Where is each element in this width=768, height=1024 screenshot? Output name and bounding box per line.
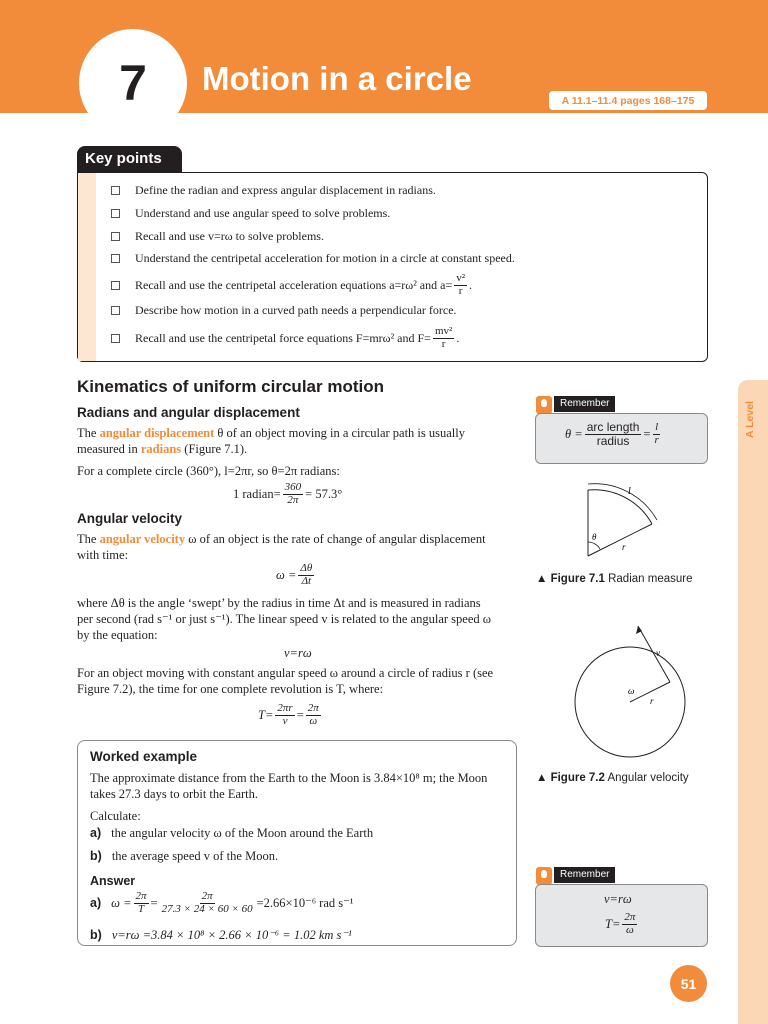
paragraph-complete-circle: For a complete circle (360°), l=2πr, so θ=2π radians: [77,464,340,478]
equation-period: T= $\frac{2\pi r}{v}$ = $\frac{2\pi}{\omega}$ [258,702,319,727]
chapter-number: 7 [119,55,147,111]
figure-7-1-caption: ▲ Figure 7.1 Radian measure [536,573,693,585]
velocity-label: v [656,648,660,658]
remember-v-equation: v=rω [604,892,632,906]
equation-radian: 1 radian= $\frac{360}{2\pi}$ = 57.3° [233,481,343,506]
checkbox-icon[interactable] [111,232,120,241]
side-tab-label: A Level [744,401,756,439]
radius-label: r [622,542,626,552]
section-heading: Kinematics of uniform circular motion [77,377,384,396]
checkbox-icon[interactable] [111,306,120,315]
radius-label: r [650,696,654,706]
key-point-item: Recall and use the centripetal force equations F=mrω² and F= $\frac{\text{mv²}}{r}$ . [111,326,459,350]
key-point-item: Understand the centripetal acceleration for motion in a circle at constant speed. [111,251,515,266]
figure-angular-velocity-diagram [560,622,690,762]
subheading-radians: Radians and angular displacement [77,405,300,420]
paragraph-angular-velocity: The angular velocity ω of an object is the rate of change of angular displacement with time: [77,532,486,562]
page-number: 51 [670,965,707,1002]
key-points-box [77,172,708,362]
figure-radian-diagram [580,480,670,560]
worked-example-part-a: a) the angular velocity ω of the Moon around the Earth [90,826,374,840]
lightbulb-icon [536,867,552,885]
answer-title: Answer [90,874,136,888]
arc-label: l [628,486,631,497]
checkbox-icon[interactable] [111,186,120,195]
radius-line [588,524,652,556]
checkbox-icon[interactable] [111,254,120,263]
checkbox-icon[interactable] [111,334,120,343]
remember-radian-equation: θ = $\frac{\text{arc length}}{\text{radius}}$ = $\frac{l}{r}$ [565,420,659,448]
arc-length-arrow [588,484,657,520]
worked-example-title: Worked example [90,749,198,764]
worked-example-text: The approximate distance from the Earth to the Moon is 3.84×10⁸ m; the Moon takes 27.3 days to orbit the Earth. [90,771,488,801]
chapter-title: Motion in a circle [202,60,472,97]
remember-tab: Remember [554,867,615,883]
answer-b-equation: b) v=rω =3.84 × 10⁸ × 2.66 × 10⁻⁶ = 1.02 km s⁻¹ [90,928,352,942]
key-points-strip [78,173,96,361]
figure-7-2-caption: ▲ Figure 7.2 Angular velocity [536,772,689,784]
worked-example-calculate: Calculate: [90,809,141,823]
paragraph-swept-angle: where Δθ is the angle ‘swept’ by the radius in time Δt and is measured in radians per second (rad s⁻¹ or just s⁻¹). The linear speed v is related to the angular speed ω by the equation: [77,596,491,642]
checkbox-icon[interactable] [111,209,120,218]
side-tab-band [738,380,768,1024]
chapter-number-badge [79,29,187,137]
worked-example-part-b: b) the average speed v of the Moon. [90,849,279,863]
omega-label: ω [628,686,635,696]
angle-arc [588,542,600,549]
velocity-vector [638,626,670,682]
remember-tab: Remember [554,396,615,412]
key-points-title: Key points [77,146,182,173]
key-point-item: Understand and use angular speed to solve problems. [111,206,390,221]
key-point-item: Define the radian and express angular displacement in radians. [111,183,436,198]
syllabus-reference: A 11.1–11.4 pages 168–175 [549,91,707,110]
answer-a-equation: a) ω = $\frac{2\pi}{T}$ = $\frac{2\pi}{27.3 \times 24 \times 60 \times 60}$ =2.66×10⁻⁶ rad s⁻¹ [90,890,354,915]
equation-omega: ω = $\frac{\Delta\theta}{\Delta t}$ [276,562,313,587]
key-point-item: Recall and use the centripetal acceleration equations a=rω² and a= $\frac{\text{v²}}{r}$ . [111,273,472,297]
paragraph-angular-displacement: The angular displacement θ of an object moving in a circular path is usually measured in radians (Figure 7.1). [77,426,465,456]
subheading-angular-velocity: Angular velocity [77,511,183,526]
key-point-item: Describe how motion in a curved path needs a perpendicular force. [111,303,457,318]
key-point-item: Recall and use v=rω to solve problems. [111,229,324,244]
paragraph-period: For an object moving with constant angular speed ω around a circle of radius r (see Figure 7.2), the time for one complete revolution is T, where: [77,666,494,696]
arc-line [588,490,652,524]
remember-period-equation: T= $\frac{2\pi}{\omega}$ [605,911,636,936]
theta-label: θ [592,532,597,542]
equation-v-r-omega: v=rω [284,646,312,660]
checkbox-icon[interactable] [111,281,120,290]
lightbulb-icon [536,396,552,414]
